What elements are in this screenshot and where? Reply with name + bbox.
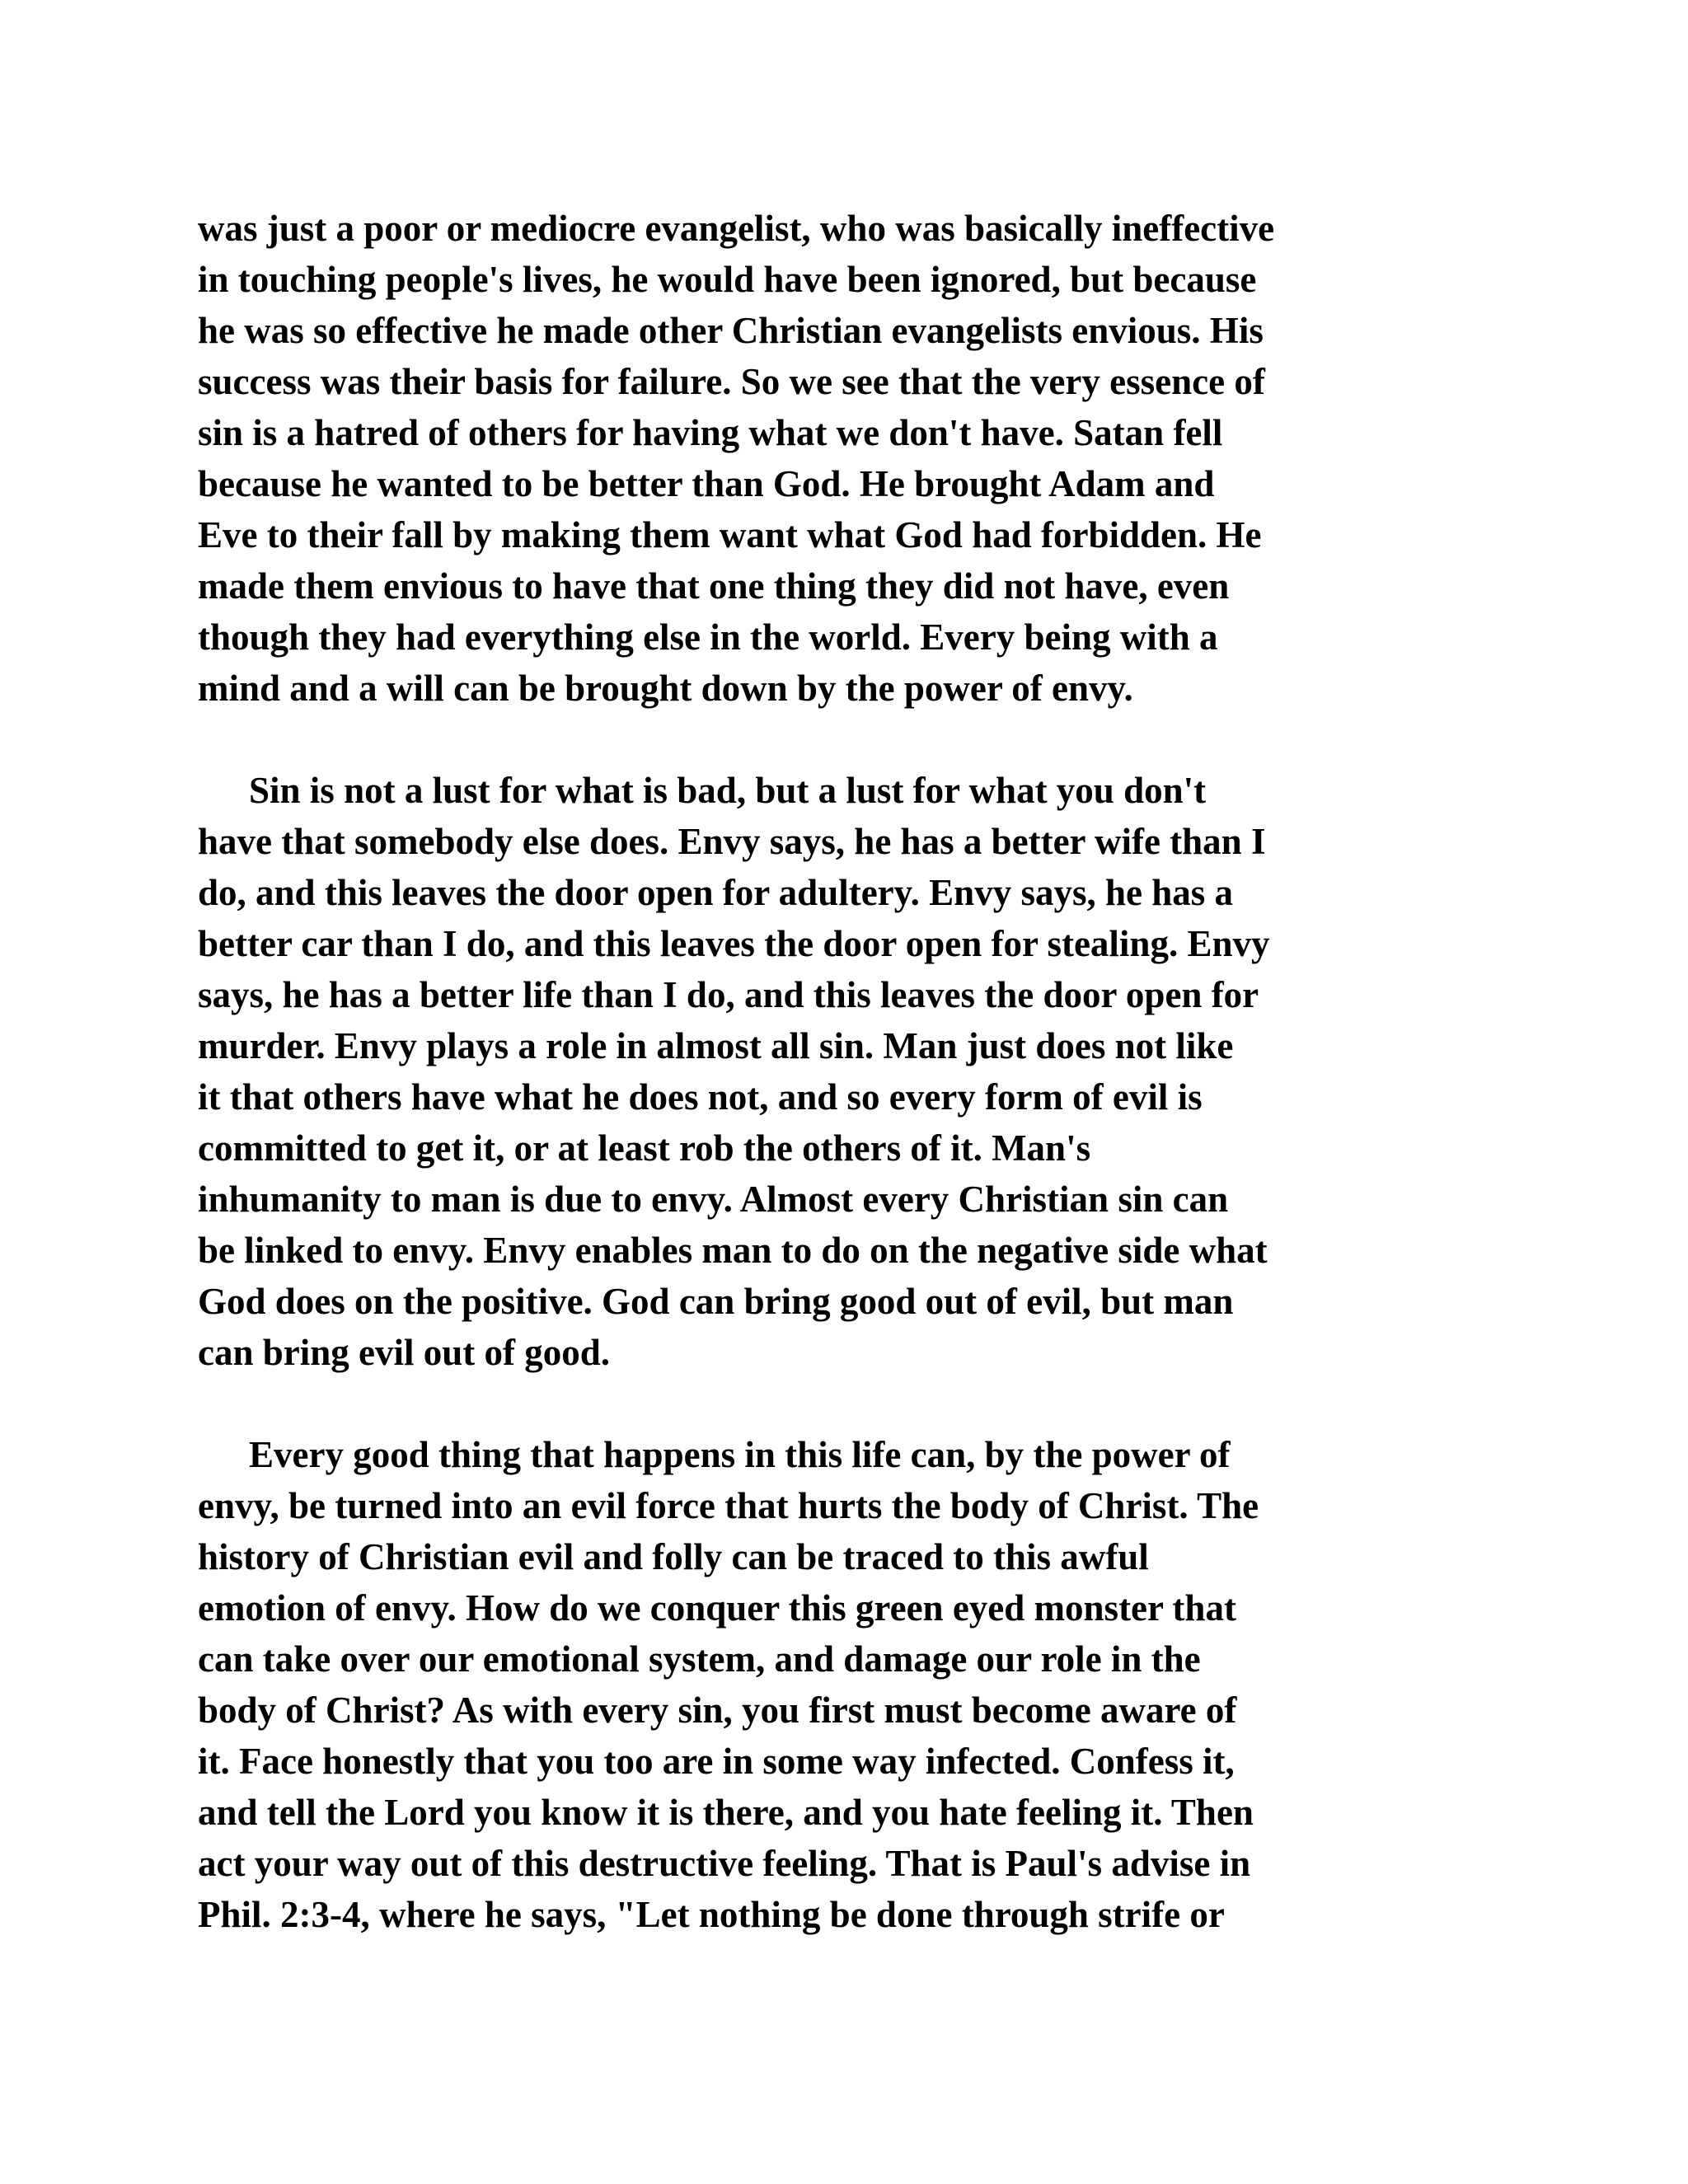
text-line: made them envious to have that one thing they did not have, even [198,565,1230,607]
text-line: can take over our emotional system, and damage our role in the [198,1638,1201,1680]
text-line: says, he has a better life than I do, and this leaves the door open for [198,974,1259,1015]
text-line: sin is a hatred of others for having what we don't have. Satan fell [198,412,1223,453]
text-line: murder. Envy plays a role in almost all sin. Man just does not like [198,1025,1234,1066]
text-line: in touching people's lives, he would have been ignored, but because [198,259,1257,300]
text-line: though they had everything else in the world. Every being with a [198,616,1218,658]
text-line: mind and a will can be brought down by the power of envy. [198,668,1133,709]
text-line: envy, be turned into an evil force that hurts the body of Christ. The [198,1485,1259,1526]
text-line: history of Christian evil and folly can be traced to this awful [198,1536,1149,1577]
text-line: body of Christ? As with every sin, you first must become aware of [198,1690,1237,1731]
text-line: emotion of envy. How do we conquer this green eyed monster that [198,1587,1236,1629]
text-line: because he wanted to be better than God. He brought Adam and [198,463,1215,504]
paragraph-1 [198,203,1500,714]
text-line: Phil. 2:3-4, where he says, "Let nothing be done through strife or [198,1894,1225,1935]
text-line: better car than I do, and this leaves the door open for stealing. Envy [198,923,1270,964]
body-text [198,203,1500,1940]
text-line: have that somebody else does. Envy says, he has a better wife than I [198,821,1266,862]
text-line: inhumanity to man is due to envy. Almost every Christian sin can [198,1179,1229,1220]
text-line: Every good thing that happens in this life can, by the power of [249,1434,1231,1475]
text-line: it that others have what he does not, and so every form of evil is [198,1076,1203,1118]
text-line: do, and this leaves the door open for adultery. Envy says, he has a [198,872,1234,913]
text-line: be linked to envy. Envy enables man to do on the negative side what [198,1230,1268,1271]
text-line: Sin is not a lust for what is bad, but a lust for what you don't [249,770,1207,811]
text-line: can bring evil out of good. [198,1332,611,1373]
text-line: committed to get it, or at least rob the others of it. Man's [198,1127,1091,1169]
paragraph-3 [198,1429,1500,1940]
text-line: God does on the positive. God can bring good out of evil, but man [198,1281,1234,1322]
text-line: success was their basis for failure. So we see that the very essence of [198,361,1265,402]
text-line: was just a poor or mediocre evangelist, who was basically ineffective [198,208,1275,249]
text-line: act your way out of this destructive feeling. That is Paul's advise in [198,1843,1251,1884]
text-line: he was so effective he made other Christian evangelists envious. His [198,310,1264,351]
paragraph-2 [198,765,1500,1378]
text-line: it. Face honestly that you too are in some way infected. Confess it, [198,1741,1235,1782]
text-line: and tell the Lord you know it is there, and you hate feeling it. Then [198,1792,1254,1833]
text-line: Eve to their fall by making them want what God had forbidden. He [198,514,1262,555]
